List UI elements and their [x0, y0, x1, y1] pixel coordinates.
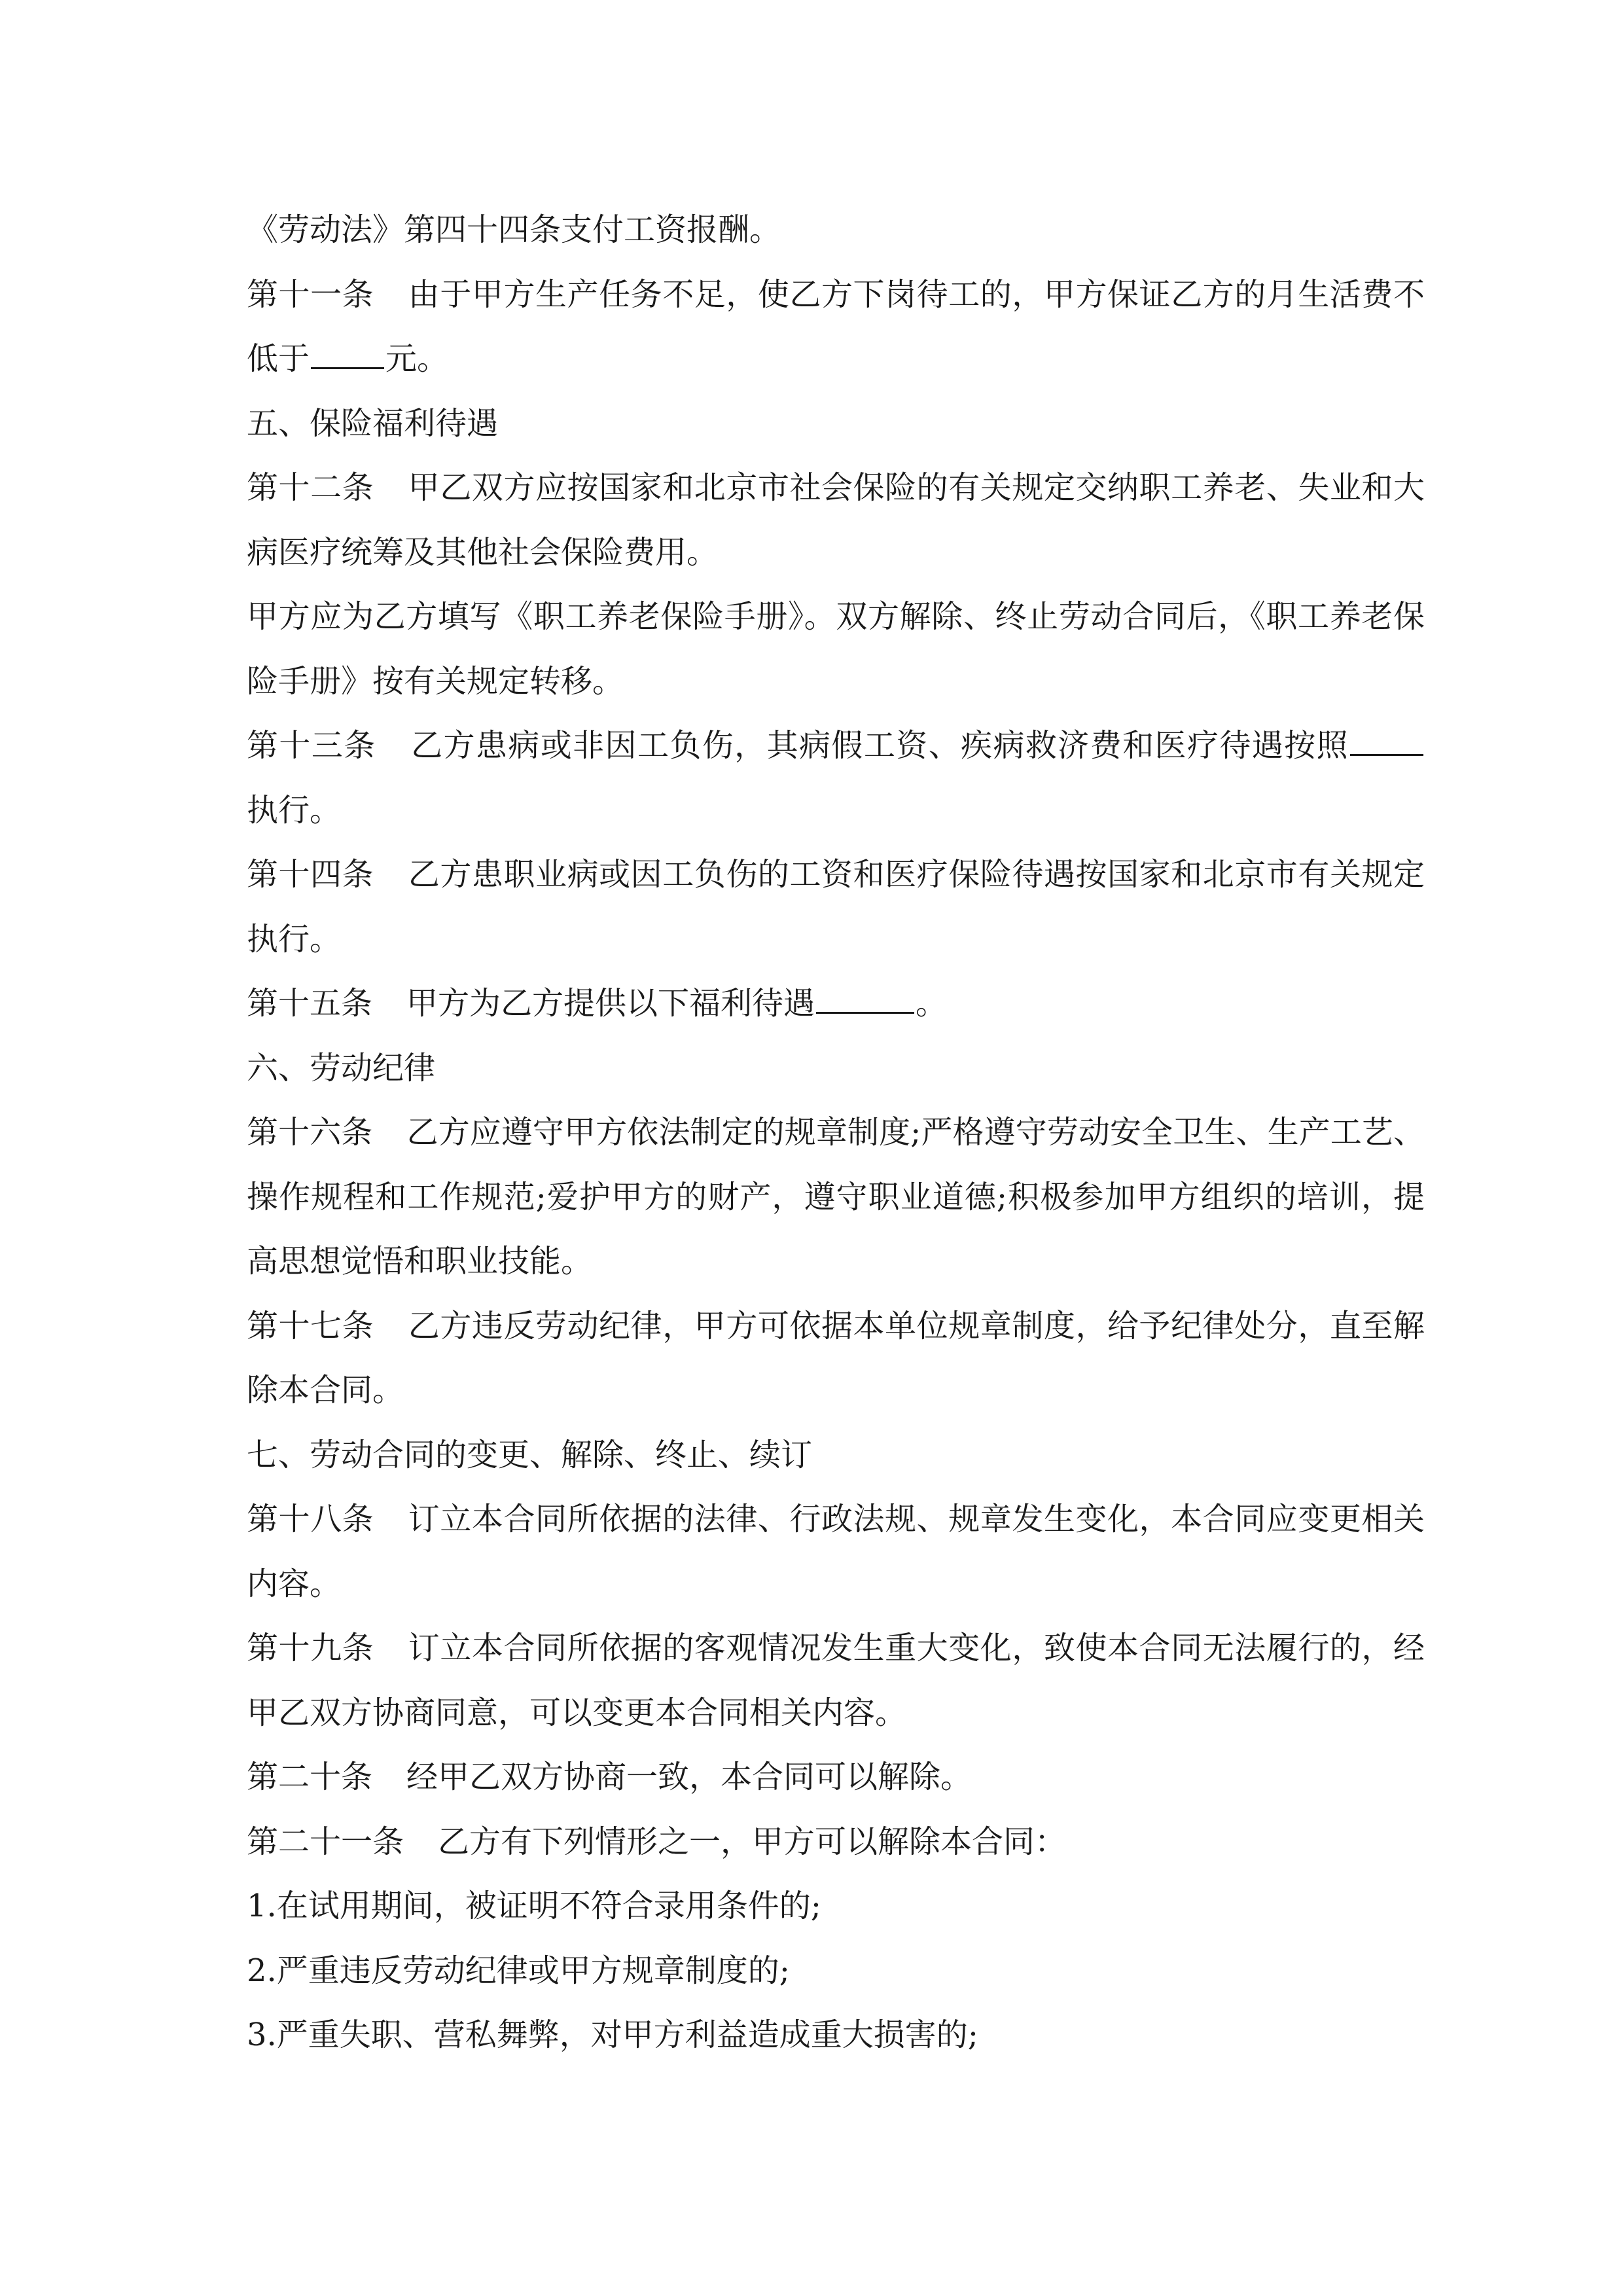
paragraph-text: 《劳动法》第四十四条支付工资报酬。: [247, 211, 781, 248]
article-text: 由于甲方生产任务不足，使乙方下岗待工的，甲方保证乙方的月生活费不低于: [247, 276, 1425, 377]
article-heading: 第十九条: [247, 1630, 374, 1666]
article-15: [247, 971, 1425, 1036]
article-heading: 第二十一条: [247, 1823, 404, 1860]
article-heading: 第十八条: [247, 1501, 374, 1537]
list-item: [247, 2003, 1425, 2068]
article-11: [247, 262, 1425, 391]
document-page: [247, 198, 1425, 2068]
fill-in-blank-standard: [1350, 724, 1423, 756]
article-12: [247, 456, 1425, 584]
paragraph-wage-reference: [247, 198, 1425, 262]
article-heading: 第十四条: [247, 856, 374, 893]
list-item: [247, 1939, 1425, 2003]
section-heading-insurance: [247, 391, 1425, 456]
list-item-text: 3.严重失职、营私舞弊，对甲方利益造成重大损害的;: [247, 2017, 978, 2053]
section-heading-contract-changes: [247, 1423, 1425, 1488]
article-heading: 第十二条: [247, 469, 374, 506]
article-text-tail: 元。: [385, 340, 449, 377]
article-text-tail: 。: [916, 985, 948, 1022]
article-heading: 第十一条: [247, 276, 374, 313]
list-item: [247, 1874, 1425, 1939]
paragraph-pension-handbook: [247, 584, 1425, 713]
article-text: 订立本合同所依据的法律、行政法规、规章发生变化，本合同应变更相关内容。: [247, 1501, 1425, 1602]
article-heading: 第十六条: [247, 1114, 373, 1151]
paragraph-text: 甲方应为乙方填写《职工养老保险手册》。双方解除、终止劳动合同后，《职工养老保险手册》按有关规定转移。: [247, 598, 1425, 700]
article-16: [247, 1100, 1425, 1294]
article-heading: 第十五条: [247, 985, 373, 1022]
article-text: 乙方患职业病或因工负伤的工资和医疗保险待遇按国家和北京市有关规定执行。: [247, 856, 1425, 958]
section-heading-text: 七、劳动合同的变更、解除、终止、续订: [247, 1436, 813, 1473]
article-20: [247, 1745, 1425, 1810]
article-14: [247, 842, 1425, 971]
article-text: 甲方为乙方提供以下福利待遇: [406, 985, 815, 1022]
article-heading: 第十三条: [247, 727, 376, 764]
article-heading: 第二十条: [247, 1759, 373, 1795]
article-text: 乙方患病或非因工负伤，其病假工资、疾病救济费和医疗待遇按照: [410, 727, 1349, 764]
article-text: 订立本合同所依据的客观情况发生重大变化，致使本合同无法履行的，经甲乙双方协商同意，可以变更本合同相关内容。: [247, 1630, 1425, 1731]
article-19: [247, 1616, 1425, 1745]
article-17: [247, 1294, 1425, 1423]
article-21: [247, 1810, 1425, 1874]
article-18: [247, 1487, 1425, 1616]
fill-in-blank-amount: [311, 337, 384, 369]
section-heading-text: 六、劳动纪律: [247, 1049, 436, 1086]
section-heading-discipline: [247, 1036, 1425, 1101]
article-13: [247, 713, 1425, 842]
fill-in-blank-benefits: [816, 982, 914, 1014]
section-heading-text: 五、保险福利待遇: [247, 404, 499, 442]
article-text: 乙方违反劳动纪律，甲方可依据本单位规章制度，给予纪律处分，直至解除本合同。: [247, 1307, 1425, 1408]
article-heading: 第十七条: [247, 1307, 374, 1344]
article-text-tail: 执行。: [247, 791, 342, 829]
article-text: 经甲乙双方协商一致，本合同可以解除。: [406, 1759, 972, 1795]
article-text: 甲乙双方应按国家和北京市社会保险的有关规定交纳职工养老、失业和大病医疗统筹及其他社会保险费用。: [247, 469, 1425, 571]
list-item-text: 2.严重违反劳动纪律或甲方规章制度的;: [247, 1952, 790, 1989]
article-text: 乙方应遵守甲方依法制定的规章制度;严格遵守劳动安全卫生、生产工艺、操作规程和工作规范;爱护甲方的财产，遵守职业道德;积极参加甲方组织的培训，提高思想觉悟和职业技能。: [247, 1114, 1425, 1280]
article-text: 乙方有下列情形之一，甲方可以解除本合同：: [438, 1823, 1067, 1860]
list-item-text: 1.在试用期间，被证明不符合录用条件的;: [247, 1888, 821, 1924]
